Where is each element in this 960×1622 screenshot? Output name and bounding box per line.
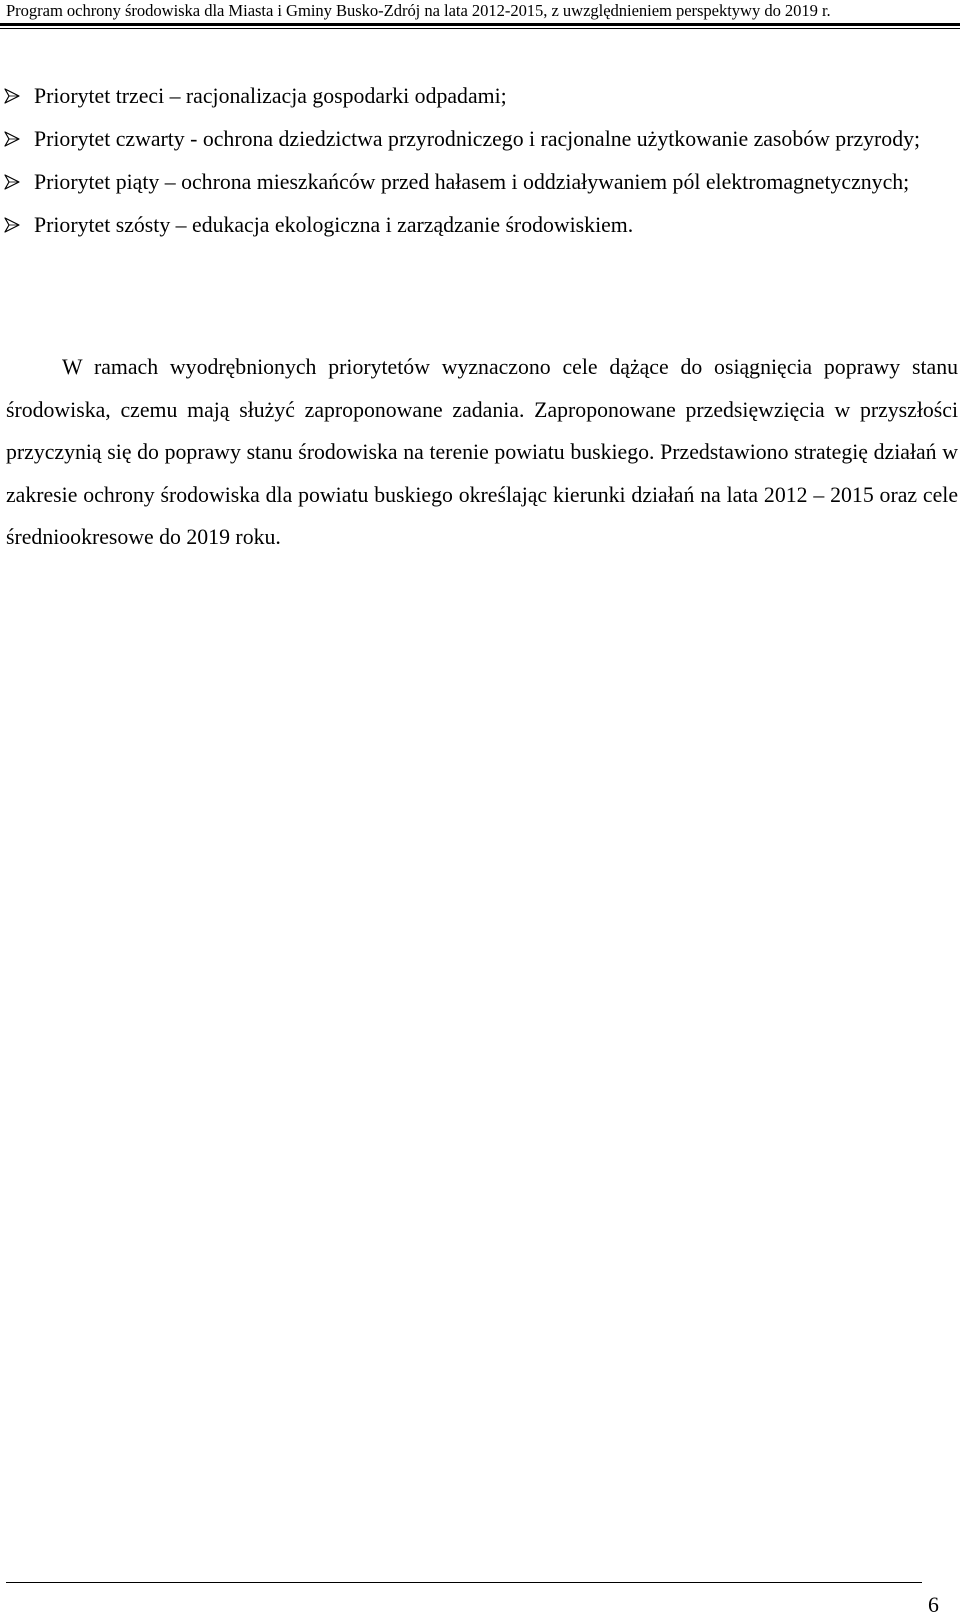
list-item	[0, 161, 958, 204]
list-item-text: Priorytet trzeci – racjonalizacja gospodarki odpadami;	[34, 84, 507, 108]
list-item	[0, 204, 958, 247]
page-number: 6	[928, 1593, 939, 1617]
arrowhead-bullet-icon	[4, 88, 20, 104]
list-item-text: Priorytet piąty – ochrona mieszkańców przed hałasem i oddziaływaniem pól elektromagnetycznych;	[34, 170, 910, 194]
body-paragraph: W ramach wyodrębnionych priorytetów wyznaczono cele dążące do osiągnięcia poprawy stanu środowiska, czemu mają służyć zaproponowane zadania. Zaproponowane przedsięwzięcia w przyszłości przyczynią się do poprawy stanu środowiska na terenie powiatu buskiego. Przedstawiono strategię działań w zakresie ochrony środowiska dla powiatu buskiego określając kierunki działań na lata 2012 – 2015 oraz cele średniookresowe do 2019 roku.	[6, 355, 958, 549]
document-header: Program ochrony środowiska dla Miasta i Gminy Busko-Zdrój na lata 2012-2015, z uwzględnieniem perspektywy do 2019 r.	[6, 1, 831, 20]
arrowhead-bullet-icon	[4, 217, 20, 233]
list-item	[0, 75, 958, 118]
priority-list	[0, 75, 958, 247]
header-rule	[0, 23, 960, 29]
list-item-text: Priorytet czwarty - ochrona dziedzictwa przyrodniczego i racjonalne użytkowanie zasobów przyrody;	[34, 127, 921, 151]
footer-rule	[6, 1582, 922, 1583]
arrowhead-bullet-icon	[4, 131, 20, 147]
list-item-text: Priorytet szósty – edukacja ekologiczna i zarządzanie środowiskiem.	[34, 213, 634, 237]
list-item	[0, 118, 958, 161]
arrowhead-bullet-icon	[4, 174, 20, 190]
